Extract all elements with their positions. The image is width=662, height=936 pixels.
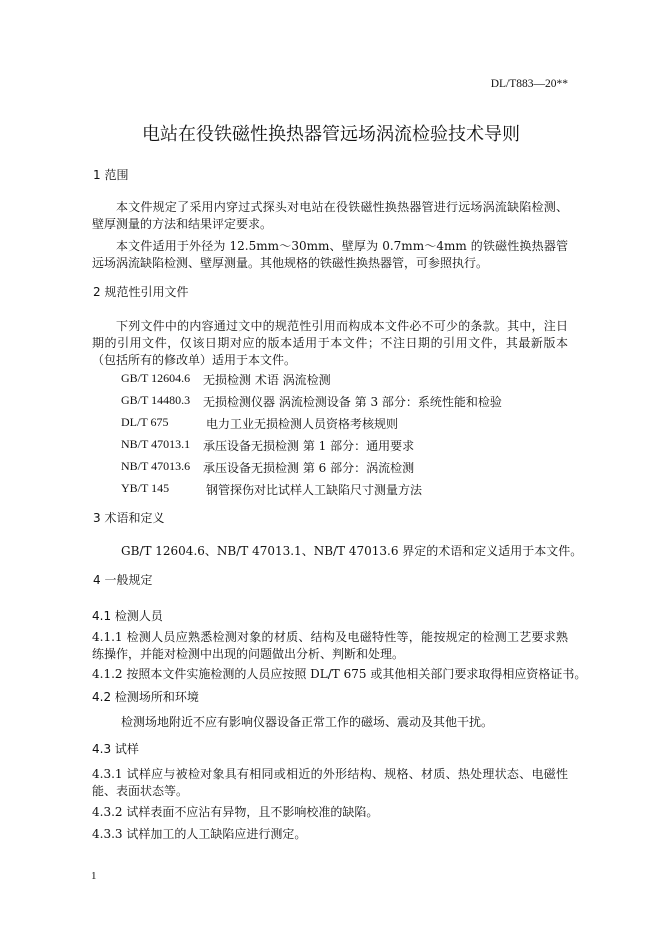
- reference-item: [121, 481, 423, 497]
- reference-code: DL/T 675: [121, 415, 169, 429]
- section-heading-terms-definitions: 3 术语和定义: [93, 511, 165, 525]
- document-title: 电站在役铁磁性换热器管远场涡流检验技术导则: [142, 124, 520, 145]
- reference-item: [121, 415, 399, 431]
- scope-paragraph-1: 本文件规定了采用内穿过式探头对电站在役铁磁性换热器管进行远场涡流缺陷检测、壁厚测量的方法和结果评定要求。: [92, 200, 568, 231]
- reference-item: [121, 371, 331, 387]
- reference-code: GB/T 12604.6: [121, 371, 191, 385]
- reference-title: 承压设备无损检测 第 1 部分：通用要求: [203, 439, 415, 453]
- document-code: DL/T883—20**: [490, 78, 568, 90]
- subsection-heading-personnel: 4.1 检测人员: [92, 609, 163, 623]
- scope-paragraph-2: 本文件适用于外径为 12.5mm～30mm、壁厚为 0.7mm～4mm 的铁磁性换热器管远场涡流缺陷检测、壁厚测量。其他规格的铁磁性换热器管，可参照执行。: [92, 239, 568, 270]
- section-heading-scope: 1 范围: [93, 168, 129, 182]
- reference-item: [121, 437, 415, 453]
- reference-code: YB/T 145: [121, 481, 170, 495]
- reference-item: [121, 393, 502, 409]
- reference-code: GB/T 14480.3: [121, 393, 191, 407]
- clause-4-1-2: 4.1.2 按照本文件实施检测的人员应按照 DL/T 675 或其他相关部门要求取得相应资格证书。: [92, 667, 587, 681]
- subsection-heading-specimen: 4.3 试样: [92, 742, 139, 756]
- subsection-heading-site-environment: 4.2 检测场所和环境: [92, 690, 199, 704]
- reference-title: 承压设备无损检测 第 6 部分：涡流检测: [203, 461, 415, 475]
- reference-item: [121, 459, 415, 475]
- reference-code: NB/T 47013.6: [121, 459, 191, 473]
- section-heading-normative-references: 2 规范性引用文件: [93, 285, 189, 299]
- reference-title: 钢管探伤对比试样人工缺陷尺寸测量方法: [206, 483, 423, 497]
- reference-title: 无损检测 术语 涡流检测: [203, 373, 331, 387]
- clause-4-3-1: 4.3.1 试样应与被检对象具有相同或相近的外形结构、规格、材质、热处理状态、电磁性能、表面状态等。: [92, 767, 568, 798]
- environment-paragraph: 检测场地附近不应有影响仪器设备正常工作的磁场、震动及其他干扰。: [121, 715, 494, 729]
- clause-4-3-2: 4.3.2 试样表面不应沾有异物，且不影响校准的缺陷。: [92, 805, 379, 819]
- reference-title: 无损检测仪器 涡流检测设备 第 3 部分：系统性能和检验: [203, 395, 502, 409]
- clause-4-1-1: 4.1.1 检测人员应熟悉检测对象的材质、结构及电磁特性等，能按规定的检测工艺要求熟练操作，并能对检测中出现的问题做出分析、判断和处理。: [92, 630, 568, 661]
- reference-code: NB/T 47013.1: [121, 437, 191, 451]
- page-number: 1: [91, 870, 97, 882]
- references-intro-paragraph: 下列文件中的内容通过文中的规范性引用而构成本文件必不可少的条款。其中，注日期的引用文件，仅该日期对应的版本适用于本文件；不注日期的引用文件，其最新版本（包括所有的修改单）适用于本文件。: [92, 319, 568, 367]
- clause-4-3-3: 4.3.3 试样加工的人工缺陷应进行测定。: [92, 827, 307, 841]
- reference-title: 电力工业无损检测人员资格考核规则: [206, 417, 399, 431]
- terms-paragraph: GB/T 12604.6、NB/T 47013.1、NB/T 47013.6 界定的术语和定义适用于本文件。: [121, 544, 583, 558]
- section-heading-general-provisions: 4 一般规定: [93, 573, 153, 587]
